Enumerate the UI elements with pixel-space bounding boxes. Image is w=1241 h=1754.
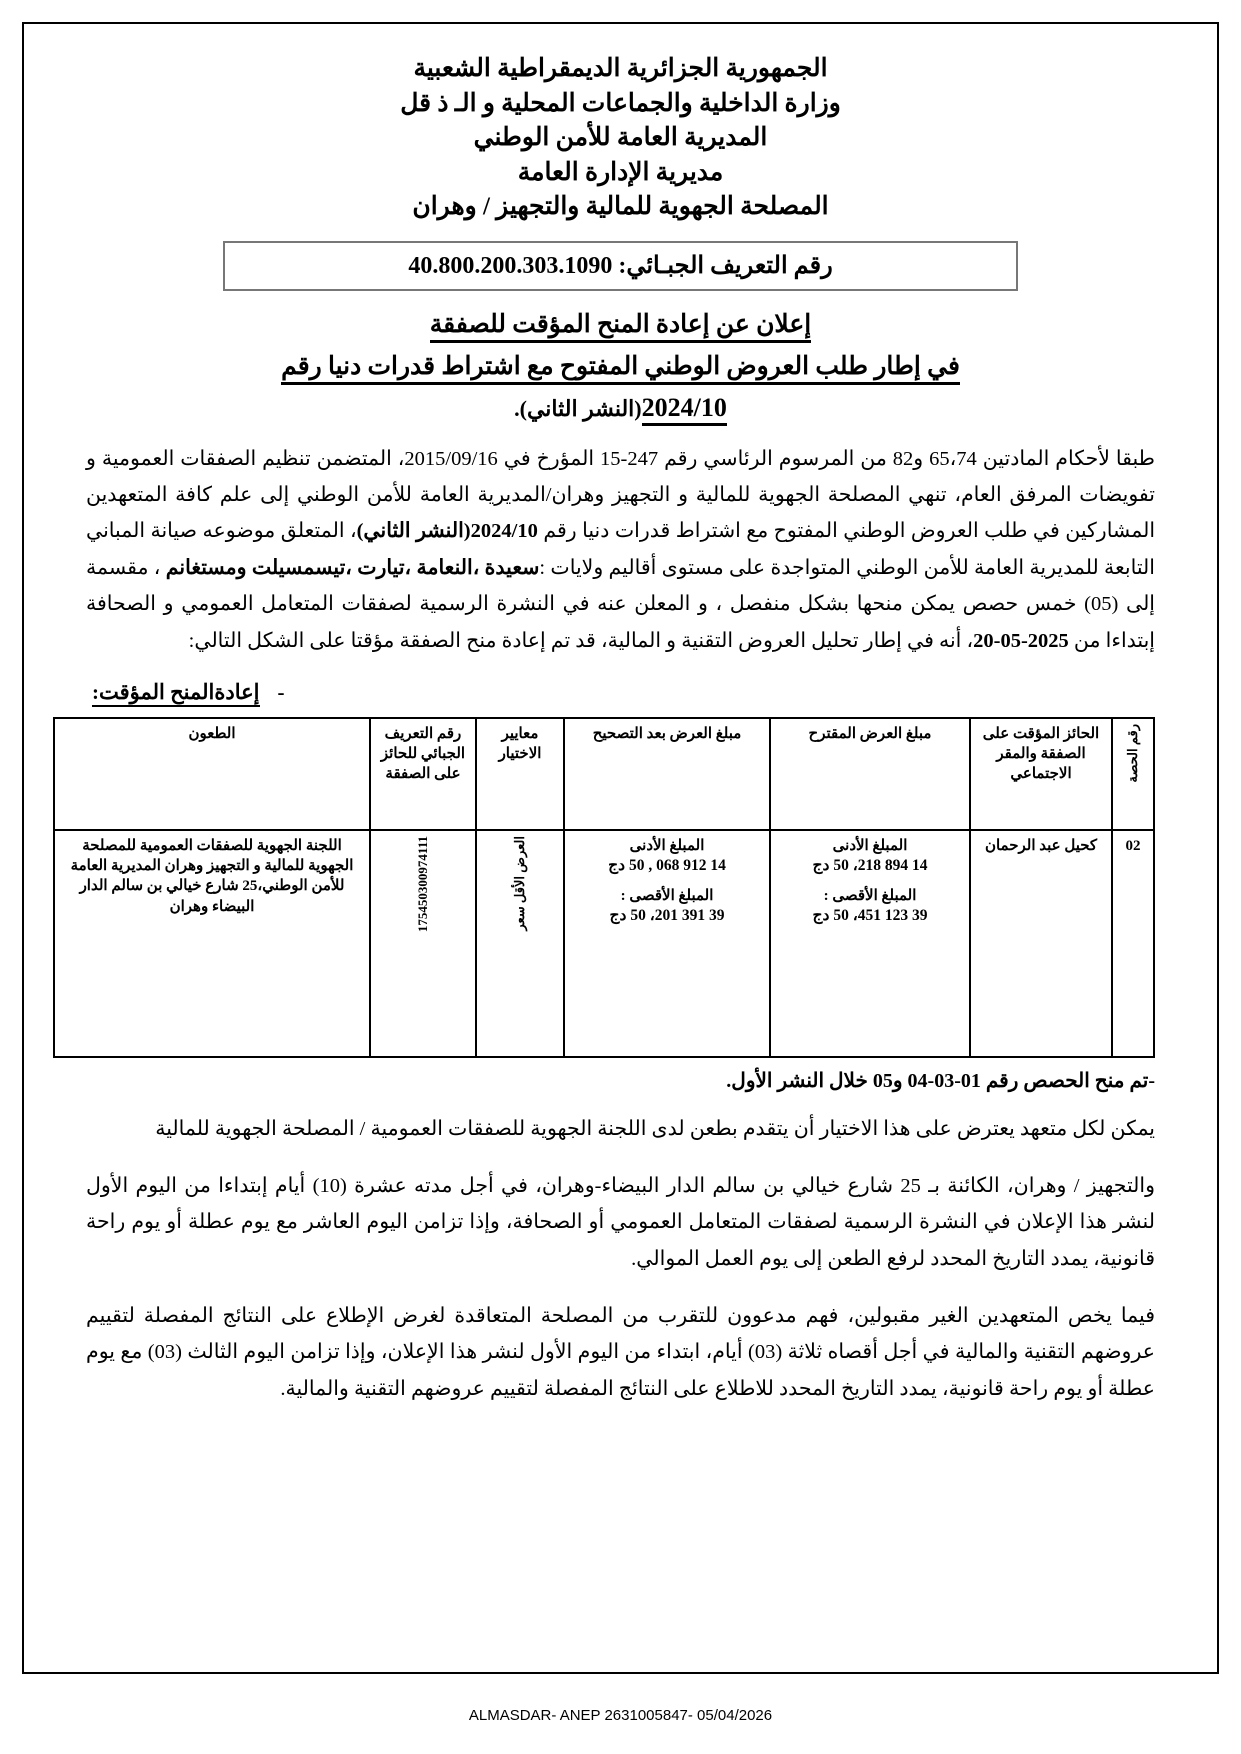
- table-row: [54, 830, 1154, 1057]
- proposed-max-label: المبلغ الأقصى :: [823, 888, 917, 905]
- intro-wilayas: سعيدة ،النعامة ،تيارت ،تيسمسيلت ومستغانم: [165, 556, 540, 579]
- th-corrected-amount: مبلغ العرض بعد التصحيح: [564, 718, 770, 830]
- page-footer: ALMASDAR- ANEP 2631005847- 05/04/2026: [468, 1707, 773, 1724]
- td-corrected-amount: [564, 830, 770, 1057]
- intro-part-4: ، أنه في إطار تحليل العروض التقنية و المالية، قد تم إعادة منح الصفقة مؤقتا على الشكل التالي:: [188, 629, 974, 652]
- publication-note: (النشر الثاني).: [514, 395, 642, 421]
- th-proposed-amount: مبلغ العرض المقترح: [770, 718, 970, 830]
- announcement-title-2-text: في إطار طلب العروض الوطني المفتوح مع اشتراط قدرات دنيا رقم: [281, 353, 960, 385]
- th-tax-id: رقم التعريف الجبائي للحائز على الصفقة: [370, 718, 476, 830]
- td-criteria: [476, 830, 564, 1057]
- corrected-max-value: 39 391 201، 50 دج: [609, 907, 725, 925]
- tender-number: 2024/10: [642, 393, 727, 426]
- header-line-regional-service: المصلحة الجهوية للمالية والتجهيز / وهران: [412, 193, 829, 220]
- intro-part-3: ، مقسمة إلى (05) خمس حصص يمكن منحها بشكل منفصل ، و المعلن عنه في النشرة الرسمية لصفقات المتعامل العمومي و الصحافة إبتداءا من: [86, 556, 1156, 652]
- intro-publication-date: 2025-05-20: [973, 629, 1069, 652]
- proposed-max-value: 39 123 451، 50 دج: [812, 907, 928, 925]
- announcement-title-1: [86, 309, 1155, 339]
- td-appeals: اللجنة الجهوية للصفقات العمومية للمصلحة الجهوية للمالية و التجهيز وهران المديرية العامة للأمن الوطني،25 شارع خيالي بن سالم الدار البيضاء وهران: [54, 830, 370, 1057]
- heading-text: إعادةالمنح المؤقت:: [92, 680, 260, 707]
- lots-awarded-note: -تم منح الحصص رقم 01-03-04 و05 خلال النشر الأول.: [726, 1069, 1155, 1092]
- tax-id-label: رقم التعريف الجبـائي:: [618, 252, 833, 279]
- th-criteria: معايير الاختيار: [476, 718, 564, 830]
- th-lot-number-text: رقم الحصة: [1124, 723, 1140, 783]
- intro-tender-ref: 2024/10(النشر الثاني): [356, 520, 538, 543]
- appeal-paragraph-2: والتجهيز / وهران، الكائنة بـ 25 شارع خيالي بن سالم الدار البيضاء-وهران، في أجل مدته عشرة (10) أيام إبتداءا من اليوم الأول لنشر هذا الإعلان في النشرة الرسمية لصفقات المتعامل العمومي أو الصحافة، وإذا تزامن اليوم العاشر مع يوم عطلة أو يوم راحة قانونية، يمدد التاريخ المحدد لرفع الطعن إلى يوم العمل الموالي.: [86, 1174, 1155, 1270]
- td-lot-number: 02: [1112, 830, 1154, 1057]
- td-tax-id-text: 175450300974111: [414, 835, 430, 932]
- provisional-award-heading: [86, 680, 1155, 705]
- announcement-title-2: [86, 351, 1155, 381]
- header-line-republic: الجمهورية الجزائرية الديمقراطية الشعبية: [413, 55, 828, 82]
- header-line-ministry: وزارة الداخلية والجماعات المحلية و الـ ذ قل: [400, 89, 841, 117]
- td-proposed-amount: [770, 830, 970, 1057]
- tax-id-value: 40.800.200.303.1090: [408, 252, 613, 279]
- announcement-title-1-text: إعلان عن إعادة المنح المؤقت للصفقة: [430, 311, 811, 343]
- tax-id-box: [223, 241, 1018, 291]
- award-table: [53, 717, 1155, 1058]
- intro-paragraph: [86, 441, 1155, 660]
- th-appeals: الطعون: [54, 718, 370, 830]
- header-line-admin: مديرية الإدارة العامة: [517, 158, 724, 186]
- corrected-max-label: المبلغ الأقصى :: [620, 888, 714, 905]
- proposed-min-label: المبلغ الأدنى: [832, 837, 908, 854]
- document-content: [34, 28, 1207, 1407]
- corrected-min-value: 14 912 068 , 50 دج: [608, 857, 726, 875]
- rejected-bidders-paragraph: فيما يخص المتعهدين الغير مقبولين، فهم مدعوون للتقرب من المصلحة المتعاقدة لغرض الإطلاع على النتائج المفصلة لتقييم عروضهم التقنية والمالية في أجل أقصاه ثلاثة (03) أيام، ابتداء من اليوم الأول لنشر هذا الإعلان، وإذا تزامن اليوم الثالث (03) مع يوم عطلة أو يوم راحة قانونية، يمدد التاريخ المحدد للاطلاع على النتائج المفصلة لتقييم عروضهم التقنية والمالية.: [86, 1304, 1155, 1400]
- appeal-paragraph-1: يمكن لكل متعهد يعترض على هذا الاختيار أن يتقدم بطعن لدى اللجنة الجهوية للصفقات العمومية / المصلحة الجهوية للمالية: [155, 1117, 1155, 1140]
- td-tax-id: [370, 830, 476, 1057]
- corrected-min-label: المبلغ الأدنى: [629, 837, 705, 854]
- header-line-directorate: المديرية العامة للأمن الوطني: [473, 124, 768, 151]
- table-header-row: [54, 718, 1154, 830]
- institution-header: [86, 52, 1155, 225]
- intro-part-2: ، المتعلق موضوعه صيانة المباني التابعة للمديرية العامة للأمن الوطني المتواجدة على مستوى أقاليم ولايات :: [86, 520, 1155, 579]
- announcement-title-3: [86, 393, 1155, 423]
- th-winner: الحائز المؤقت على الصفقة والمقر الاجتماعي: [970, 718, 1112, 830]
- td-winner: كحيل عبد الرحمان: [970, 830, 1112, 1057]
- intro-part-1: طبقا لأحكام المادتين 65،74 و82 من المرسوم الرئاسي رقم 247-15 المؤرخ في 2015/09/16، المتضمن تنظيم الصفقات العمومية و تفويضات المرفق العام، تنهي المصلحة الجهوية للمالية و التجهيز وهران/المديرية العامة للأمن الوطني إلى علم كافة المتعهدين المشاركين في طلب العروض الوطني المفتوح مع اشتراط قدرات دنيا رقم: [86, 447, 1156, 543]
- td-criteria-text: العرض الأقل سعر: [511, 835, 527, 931]
- proposed-min-value: 14 894 218، 50 دج: [812, 857, 928, 875]
- heading-dash: -: [277, 679, 285, 704]
- th-lot-number: [1112, 718, 1154, 830]
